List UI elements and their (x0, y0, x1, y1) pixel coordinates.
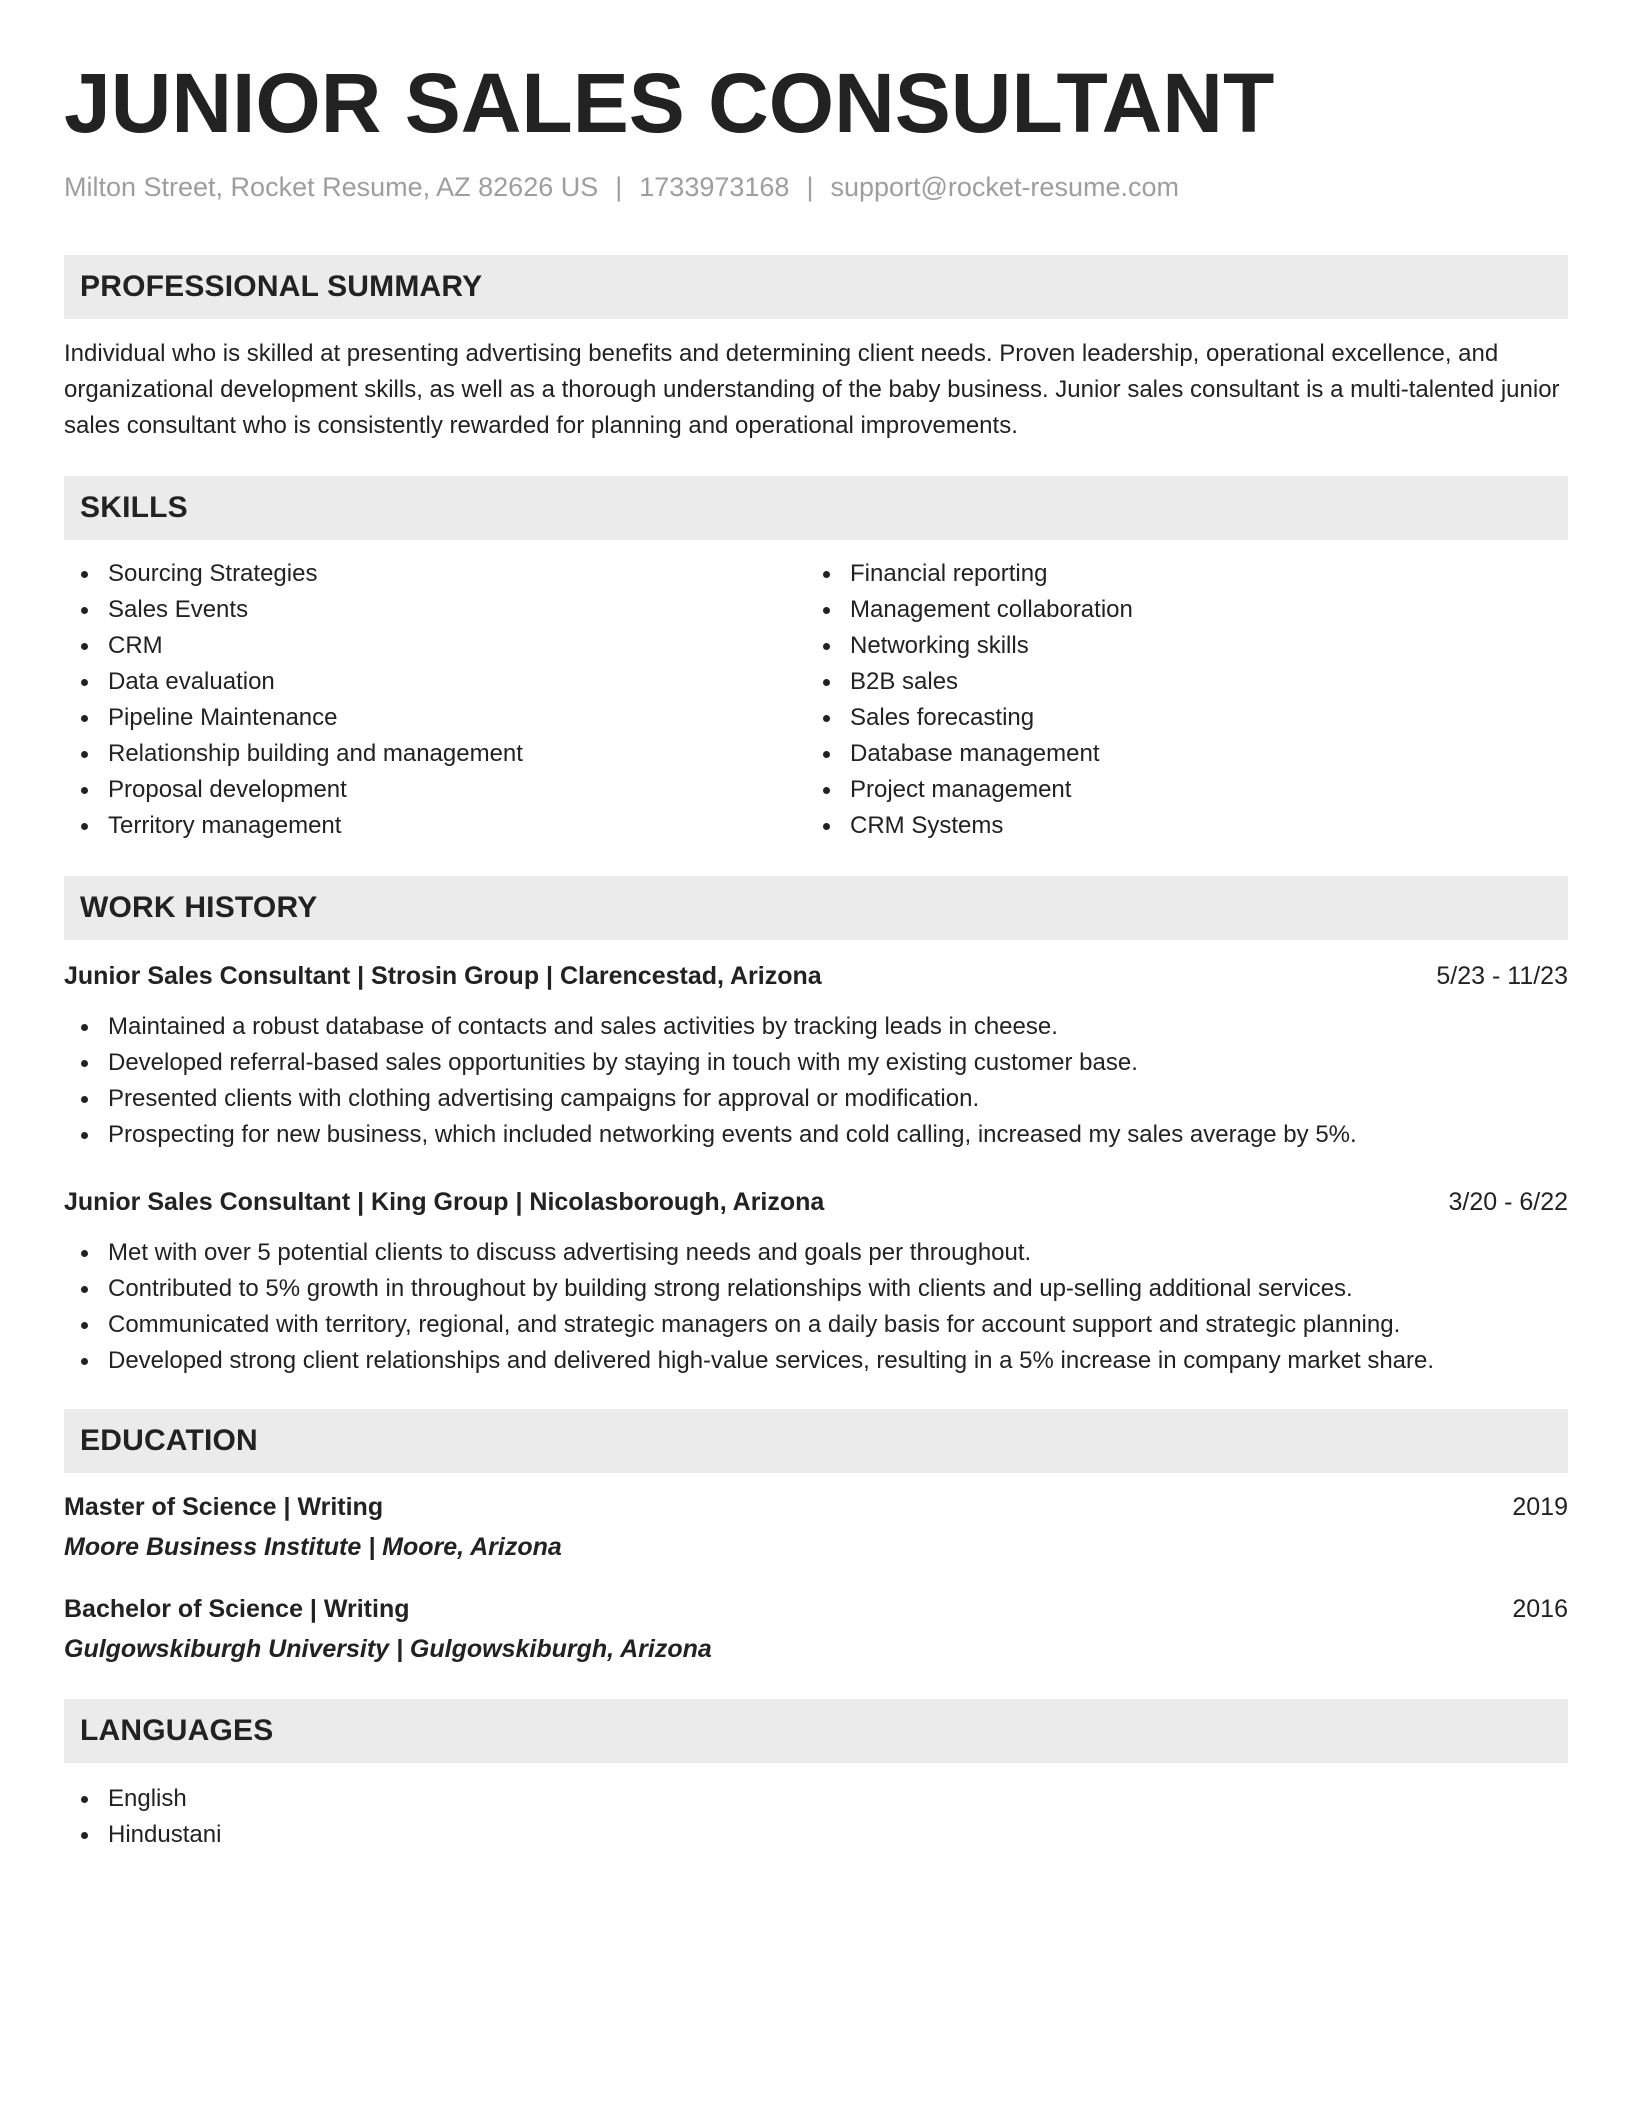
contact-email: support@rocket-resume.com (830, 172, 1179, 202)
contact-separator: | (615, 172, 623, 202)
education-entry (64, 1491, 1568, 1563)
job-bullet: Met with over 5 potential clients to discuss advertising needs and goals per throughout. (64, 1235, 1568, 1271)
job-bullet: Presented clients with clothing advertising campaigns for approval or modification. (64, 1081, 1568, 1117)
job-header (64, 960, 1568, 992)
skill-item: Project management (806, 772, 1548, 808)
graduation-year: 2016 (1512, 1595, 1568, 1623)
summary-heading: PROFESSIONAL SUMMARY (80, 270, 483, 303)
summary-text: Individual who is skilled at presenting advertising benefits and determining client needs. Proven leadership, operational excellence, and organizational development skills, as well as a thorough understanding of the baby business. Junior sales consultant is a multi-talented junior sales consultant who is consistently rewarded for planning and operational improvements. (64, 340, 1560, 439)
school-name: Moore Business Institute | Moore, Arizona (64, 1533, 562, 1561)
job-bullet: Contributed to 5% growth in throughout by building strong relationships with clients and up-selling additional services. (64, 1271, 1568, 1307)
job-bullet: Developed strong client relationships and delivered high-value services, resulting in a 5% increase in company market share. (64, 1343, 1568, 1379)
work-heading: WORK HISTORY (80, 891, 318, 924)
skills-column-right (806, 556, 1548, 844)
skill-item: Management collaboration (806, 592, 1548, 628)
contact-separator: | (806, 172, 814, 202)
skills-heading: SKILLS (80, 491, 188, 524)
skills-column-left (64, 556, 806, 844)
job-bullet: Developed referral-based sales opportunities by staying in touch with my existing customer base. (64, 1045, 1568, 1081)
job-bullet: Maintained a robust database of contacts and sales activities by tracking leads in cheese. (64, 1009, 1568, 1045)
skills-list (64, 556, 1568, 844)
candidate-name: JUNIOR SALES CONSULTANT (64, 56, 1275, 150)
skills-section-header (64, 476, 1568, 540)
skill-item: Database management (806, 736, 1548, 772)
skill-item: Relationship building and management (64, 736, 806, 772)
skill-item: Data evaluation (64, 664, 806, 700)
summary-section-header (64, 255, 1568, 319)
contact-address: Milton Street, Rocket Resume, AZ 82626 US (64, 172, 599, 202)
education-section-header (64, 1409, 1568, 1473)
job-entry (64, 1186, 1568, 1379)
skill-item: Networking skills (806, 628, 1548, 664)
job-bullet: Prospecting for new business, which included networking events and cold calling, increased my sales average by 5%. (64, 1117, 1568, 1153)
language-item: Hindustani (64, 1817, 1568, 1853)
skill-item: CRM (64, 628, 806, 664)
graduation-year: 2019 (1512, 1493, 1568, 1521)
language-item: English (64, 1781, 1568, 1817)
job-header (64, 1186, 1568, 1218)
languages-section-header (64, 1699, 1568, 1763)
school-name: Gulgowskiburgh University | Gulgowskiburgh, Arizona (64, 1635, 712, 1663)
job-bullets (64, 1235, 1568, 1379)
skill-item: Pipeline Maintenance (64, 700, 806, 736)
languages-heading: LANGUAGES (80, 1714, 274, 1747)
skill-item: Proposal development (64, 772, 806, 808)
job-dates: 3/20 - 6/22 (1448, 1188, 1568, 1216)
job-title: Junior Sales Consultant | Strosin Group | Clarencestad, Arizona (64, 962, 822, 990)
education-header (64, 1491, 1568, 1523)
job-bullets (64, 1009, 1568, 1153)
skill-item: Sourcing Strategies (64, 556, 806, 592)
languages-list (64, 1781, 1568, 1853)
degree: Bachelor of Science | Writing (64, 1595, 410, 1623)
skill-item: B2B sales (806, 664, 1548, 700)
work-section-header (64, 876, 1568, 940)
skill-item: Sales forecasting (806, 700, 1548, 736)
education-heading: EDUCATION (80, 1424, 258, 1457)
education-header (64, 1593, 1568, 1625)
degree: Master of Science | Writing (64, 1493, 384, 1521)
education-entry (64, 1593, 1568, 1665)
job-entry (64, 960, 1568, 1153)
job-dates: 5/23 - 11/23 (1436, 962, 1568, 990)
job-title: Junior Sales Consultant | King Group | Nicolasborough, Arizona (64, 1188, 825, 1216)
skill-item: CRM Systems (806, 808, 1548, 844)
contact-phone: 1733973168 (639, 172, 790, 202)
skill-item: Territory management (64, 808, 806, 844)
job-bullet: Communicated with territory, regional, and strategic managers on a daily basis for account support and strategic planning. (64, 1307, 1568, 1343)
skill-item: Financial reporting (806, 556, 1548, 592)
contact-line (64, 170, 1568, 204)
skill-item: Sales Events (64, 592, 806, 628)
resume-page (64, 52, 1568, 1853)
